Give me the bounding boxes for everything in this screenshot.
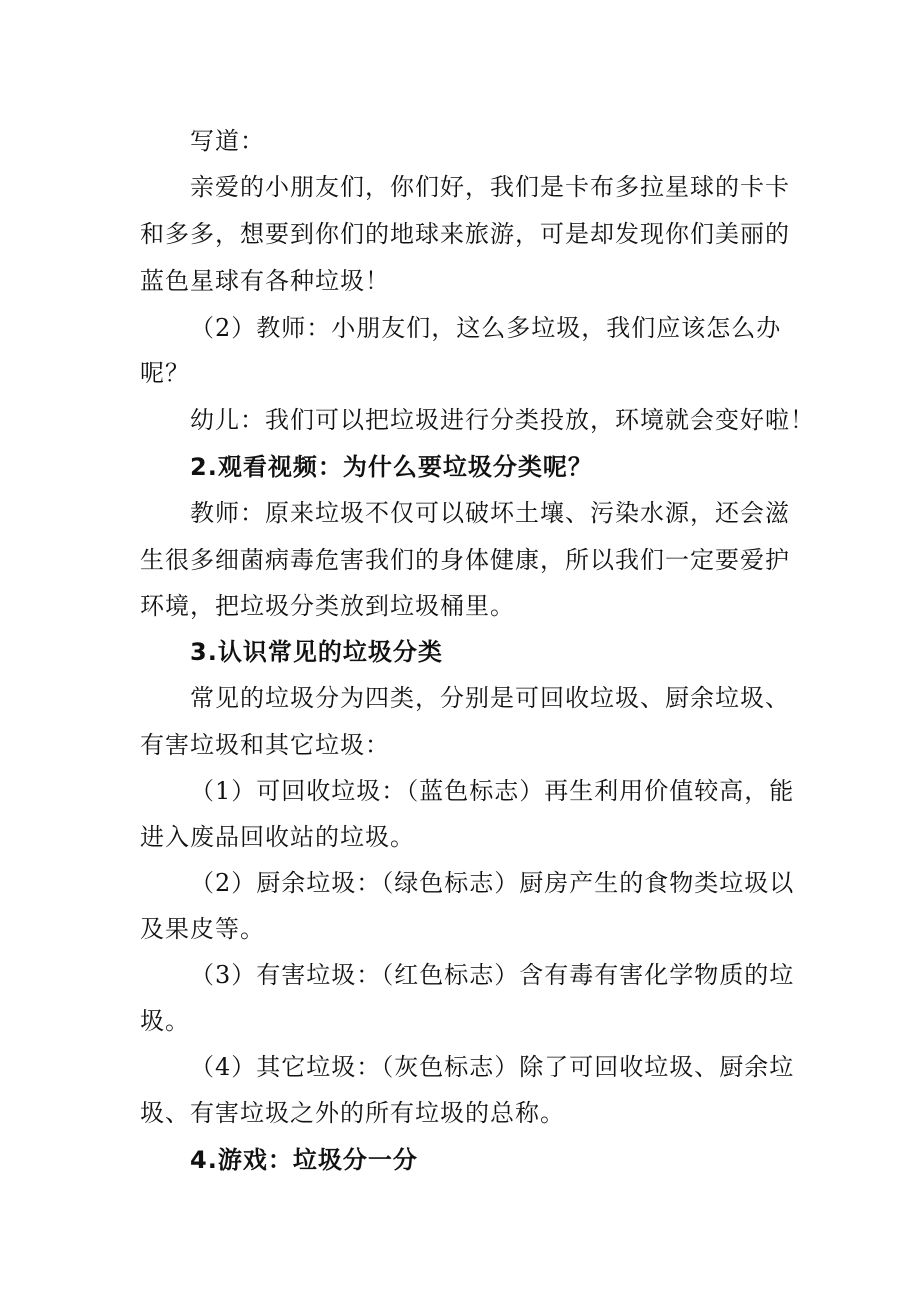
paragraph-line: 教师：原来垃圾不仅可以破坏土壤、污染水源，还会滋 [190, 499, 790, 527]
section-heading: 4.游戏：垃圾分一分 [190, 1146, 418, 1174]
paragraph-line: 亲爱的小朋友们，你们好，我们是卡布多拉星球的卡卡 [190, 173, 790, 201]
paragraph-line: （2）厨余垃圾：（绿色标志）厨房产生的食物类垃圾以 [190, 869, 795, 897]
paragraph-line: 圾。 [140, 1007, 190, 1035]
paragraph-line: 圾、有害垃圾之外的所有垃圾的总称。 [140, 1099, 565, 1127]
paragraph-line: （4）其它垃圾：（灰色标志）除了可回收垃圾、厨余垃 [190, 1053, 795, 1081]
paragraph-line: 及果皮等。 [140, 915, 265, 943]
paragraph-line: 蓝色星球有各种垃圾！ [140, 267, 390, 295]
paragraph-line: （1）可回收垃圾：（蓝色标志）再生利用价值较高，能 [190, 777, 795, 805]
paragraph-line: 幼儿：我们可以把垃圾进行分类投放，环境就会变好啦！ [190, 406, 815, 434]
paragraph-line: 有害垃圾和其它垃圾： [140, 731, 390, 759]
paragraph-line: 环境，把垃圾分类放到垃圾桶里。 [140, 592, 515, 620]
paragraph-line: 呢？ [140, 359, 190, 387]
paragraph-line: 进入废品回收站的垃圾。 [140, 823, 415, 851]
paragraph-line: 常见的垃圾分为四类，分别是可回收垃圾、厨余垃圾、 [190, 684, 790, 712]
section-heading: 2.观看视频：为什么要垃圾分类呢？ [190, 453, 593, 481]
paragraph-line: 和多多，想要到你们的地球来旅游，可是却发现你们美丽的 [140, 220, 790, 248]
paragraph-line: 生很多细菌病毒危害我们的身体健康，所以我们一定要爱护 [140, 546, 790, 574]
paragraph-line: 写道： [190, 127, 265, 155]
section-heading: 3.认识常见的垃圾分类 [190, 638, 443, 666]
paragraph-line: （2）教师：小朋友们，这么多垃圾，我们应该怎么办 [190, 314, 782, 342]
paragraph-line: （3）有害垃圾：（红色标志）含有毒有害化学物质的垃 [190, 961, 795, 989]
